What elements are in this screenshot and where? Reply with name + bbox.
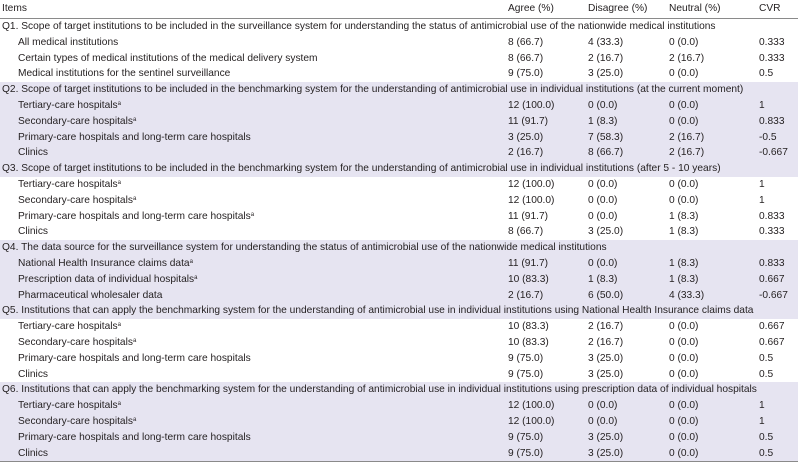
item-cell	[0, 335, 508, 351]
item-cell	[0, 256, 508, 272]
footnote-marker: a	[132, 416, 137, 423]
agree-cell: 10 (83.3)	[508, 321, 549, 333]
disagree-cell: 0 (0.0)	[588, 398, 669, 414]
neutral-cell: 0 (0.0)	[669, 178, 699, 190]
agree-cell: 9 (75.0)	[508, 352, 544, 364]
item-label: Clinics	[18, 226, 49, 238]
neutral-cell: 2 (16.7)	[669, 145, 759, 161]
table-row	[0, 319, 798, 335]
item-label: Primary-care hospitals and long-term care hospitals	[18, 352, 251, 364]
question-row	[0, 19, 798, 35]
cvr-cell: 1	[759, 414, 798, 430]
agree-cell: 8 (66.7)	[508, 36, 544, 48]
table-row	[0, 35, 798, 51]
footnote-marker: a	[194, 274, 198, 281]
item-cell	[0, 288, 508, 304]
neutral-cell: 0 (0.0)	[669, 114, 759, 130]
disagree-cell: 2 (16.7)	[588, 321, 624, 333]
disagree-cell: 8 (66.7)	[588, 145, 669, 161]
neutral-cell: 0 (0.0)	[669, 336, 699, 348]
header-neutral: Neutral (%)	[669, 0, 759, 19]
item-cell	[0, 430, 508, 446]
agree-cell: 12 (100.0)	[508, 414, 588, 430]
agree-cell: 10 (83.3)	[508, 272, 588, 288]
cvr-cell: 0.5	[759, 446, 798, 462]
item-label: Certain types of medical institutions of the medical delivery system	[18, 52, 318, 64]
neutral-cell: 1 (8.3)	[669, 272, 759, 288]
agree-cell: 8 (66.7)	[508, 52, 544, 64]
neutral-cell: 0 (0.0)	[669, 430, 759, 446]
question-row	[0, 240, 798, 256]
footnote-marker: a	[117, 100, 121, 107]
cvr-cell: -0.667	[759, 145, 798, 161]
agree-cell: 12 (100.0)	[508, 194, 555, 206]
table-row	[0, 66, 798, 82]
item-cell	[0, 177, 508, 193]
disagree-cell: 0 (0.0)	[588, 210, 618, 222]
table-row	[0, 398, 798, 414]
disagree-cell: 4 (33.3)	[588, 36, 624, 48]
table-row	[0, 367, 798, 383]
agree-cell: 12 (100.0)	[508, 98, 588, 114]
neutral-cell: 0 (0.0)	[669, 352, 699, 364]
neutral-cell: 0 (0.0)	[669, 446, 759, 462]
disagree-cell: 1 (8.3)	[588, 114, 669, 130]
disagree-cell: 3 (25.0)	[588, 368, 624, 380]
footnote-marker: a	[117, 179, 121, 186]
agree-cell: 9 (75.0)	[508, 68, 544, 80]
table-row	[0, 145, 798, 161]
neutral-cell: 0 (0.0)	[669, 368, 699, 380]
item-label: Pharmaceutical wholesaler data	[18, 289, 163, 301]
table-row	[0, 193, 798, 209]
item-label: Primary-care hospitals and long-term care hospitals	[18, 431, 251, 443]
table-row	[0, 51, 798, 67]
question-text: Q6. Institutions that can apply the benchmarking system for the understanding of antimicrobial use in individual institutions using prescription data of individual hospitals	[0, 382, 798, 398]
cvr-cell: 0.667	[759, 336, 785, 348]
footnote-marker: a	[117, 401, 121, 408]
item-cell	[0, 414, 508, 430]
question-row	[0, 82, 798, 98]
cvr-cell: 0.667	[759, 321, 785, 333]
footnote-marker: a	[189, 258, 193, 265]
item-label: Clinics	[18, 147, 49, 159]
neutral-cell: 0 (0.0)	[669, 36, 699, 48]
item-cell	[0, 224, 508, 240]
table-row	[0, 335, 798, 351]
neutral-cell: 0 (0.0)	[669, 398, 759, 414]
table-row	[0, 130, 798, 146]
item-cell	[0, 145, 508, 161]
item-cell	[0, 398, 508, 414]
footnote-marker: a	[250, 211, 255, 218]
agree-cell: 10 (83.3)	[508, 336, 549, 348]
neutral-cell: 1 (8.3)	[669, 226, 699, 238]
table-row	[0, 272, 798, 288]
question-text: Q4. The data source for the surveillance system for understanding the status of antimicrobial use of the nationwide medical institutions	[0, 240, 798, 256]
item-label: Secondary-care hospitals	[18, 415, 133, 427]
agree-cell: 9 (75.0)	[508, 430, 588, 446]
neutral-cell: 0 (0.0)	[669, 194, 699, 206]
cvr-cell: 0.833	[759, 210, 785, 222]
item-cell	[0, 51, 508, 67]
item-label: Medical institutions for the sentinel surveillance	[18, 68, 231, 80]
agree-cell: 9 (75.0)	[508, 446, 588, 462]
agree-cell: 11 (91.7)	[508, 256, 588, 272]
item-cell	[0, 66, 508, 82]
agree-cell: 2 (16.7)	[508, 288, 588, 304]
table-row	[0, 446, 798, 462]
item-cell	[0, 193, 508, 209]
disagree-cell: 2 (16.7)	[588, 52, 624, 64]
item-cell	[0, 114, 508, 130]
disagree-cell: 3 (25.0)	[588, 226, 624, 238]
cvr-cell: 0.5	[759, 368, 774, 380]
disagree-cell: 6 (50.0)	[588, 288, 669, 304]
item-cell	[0, 272, 508, 288]
neutral-cell: 0 (0.0)	[669, 321, 699, 333]
header-disagree: Disagree (%)	[588, 0, 669, 19]
disagree-cell: 0 (0.0)	[588, 194, 618, 206]
cvr-cell: 0.333	[759, 226, 785, 238]
table-row	[0, 177, 798, 193]
item-cell	[0, 367, 508, 383]
cvr-cell: 0.833	[759, 114, 798, 130]
table-row	[0, 288, 798, 304]
item-label: Tertiary-care hospitals	[18, 400, 118, 412]
disagree-cell: 2 (16.7)	[588, 336, 624, 348]
item-label: Primary-care hospitals and long-term care hospitals	[18, 210, 251, 222]
disagree-cell: 0 (0.0)	[588, 178, 618, 190]
item-cell	[0, 319, 508, 335]
item-label: Secondary-care hospitals	[18, 115, 133, 127]
item-label: Primary-care hospitals and long-term care hospitals	[18, 131, 251, 143]
footnote-marker: a	[117, 322, 121, 329]
footnote-marker: a	[132, 337, 137, 344]
agree-cell: 9 (75.0)	[508, 368, 544, 380]
cvr-cell: 0.5	[759, 68, 774, 80]
item-label: Tertiary-care hospitals	[18, 99, 118, 111]
item-label: Clinics	[18, 368, 49, 380]
cvr-cell: 0.667	[759, 272, 798, 288]
disagree-cell: 3 (25.0)	[588, 446, 669, 462]
question-text: Q2. Scope of target institutions to be included in the benchmarking system for the understanding of antimicrobial use in individual institutions (at the current moment)	[0, 82, 798, 98]
disagree-cell: 3 (25.0)	[588, 68, 624, 80]
header-cvr: CVR	[759, 0, 798, 19]
item-label: Clinics	[18, 447, 49, 459]
footnote-marker: a	[132, 195, 137, 202]
table-row	[0, 430, 798, 446]
table-row	[0, 209, 798, 225]
disagree-cell: 0 (0.0)	[588, 414, 669, 430]
neutral-cell: 2 (16.7)	[669, 52, 705, 64]
item-cell	[0, 98, 508, 114]
item-cell	[0, 130, 508, 146]
cvr-cell: 1	[759, 178, 765, 190]
question-row	[0, 303, 798, 319]
table-header-row	[0, 0, 798, 19]
agree-cell: 3 (25.0)	[508, 130, 588, 146]
disagree-cell: 0 (0.0)	[588, 256, 669, 272]
neutral-cell: 4 (33.3)	[669, 288, 759, 304]
table-row	[0, 114, 798, 130]
cvr-cell: 0.333	[759, 36, 785, 48]
item-label: Tertiary-care hospitals	[18, 321, 118, 333]
cvr-cell: 0.5	[759, 352, 774, 364]
cvr-cell: 0.833	[759, 256, 798, 272]
cvr-cell: -0.667	[759, 288, 798, 304]
agree-cell: 11 (91.7)	[508, 210, 549, 222]
table-row	[0, 256, 798, 272]
disagree-cell: 3 (25.0)	[588, 352, 624, 364]
item-label: All medical institutions	[18, 36, 119, 48]
item-cell	[0, 351, 508, 367]
item-cell	[0, 209, 508, 225]
footnote-marker: a	[132, 116, 137, 123]
disagree-cell: 3 (25.0)	[588, 430, 669, 446]
header-items: Items	[0, 0, 508, 19]
cvr-cell: 0.333	[759, 52, 785, 64]
item-label: Secondary-care hospitals	[18, 194, 133, 206]
neutral-cell: 2 (16.7)	[669, 130, 759, 146]
item-label: Prescription data of individual hospitals	[18, 273, 195, 285]
cvr-cell: 0.5	[759, 430, 798, 446]
header-agree: Agree (%)	[508, 0, 588, 19]
table-body	[0, 19, 798, 462]
neutral-cell: 0 (0.0)	[669, 68, 699, 80]
agree-cell: 11 (91.7)	[508, 114, 588, 130]
neutral-cell: 1 (8.3)	[669, 210, 699, 222]
cvr-cell: 1	[759, 398, 798, 414]
table-row	[0, 224, 798, 240]
neutral-cell: 1 (8.3)	[669, 256, 759, 272]
cvr-cell: -0.5	[759, 130, 798, 146]
table-row	[0, 351, 798, 367]
item-cell	[0, 446, 508, 462]
neutral-cell: 0 (0.0)	[669, 414, 759, 430]
question-row	[0, 382, 798, 398]
agree-cell: 2 (16.7)	[508, 145, 588, 161]
item-label: National Health Insurance claims data	[18, 257, 190, 269]
question-row	[0, 161, 798, 177]
agree-cell: 8 (66.7)	[508, 226, 544, 238]
item-label: Tertiary-care hospitals	[18, 178, 118, 190]
agree-cell: 12 (100.0)	[508, 398, 588, 414]
question-text: Q5. Institutions that can apply the benchmarking system for the understanding of antimicrobial use in individual institutions using National Health Insurance claims data	[0, 303, 798, 319]
disagree-cell: 1 (8.3)	[588, 272, 669, 288]
question-text: Q1. Scope of target institutions to be included in the surveillance system for understanding the status of antimicrobial use of the nationwide medical institutions	[0, 19, 798, 35]
cvr-cell: 1	[759, 194, 765, 206]
cvr-cell: 1	[759, 98, 798, 114]
table-row	[0, 98, 798, 114]
disagree-cell: 7 (58.3)	[588, 130, 669, 146]
disagree-cell: 0 (0.0)	[588, 98, 669, 114]
item-label: Secondary-care hospitals	[18, 336, 133, 348]
agree-cell: 12 (100.0)	[508, 178, 555, 190]
item-cell	[0, 35, 508, 51]
neutral-cell: 0 (0.0)	[669, 98, 759, 114]
table-row	[0, 414, 798, 430]
question-text: Q3. Scope of target institutions to be included in the benchmarking system for the understanding of antimicrobial use in individual institutions (after 5 - 10 years)	[0, 161, 798, 177]
